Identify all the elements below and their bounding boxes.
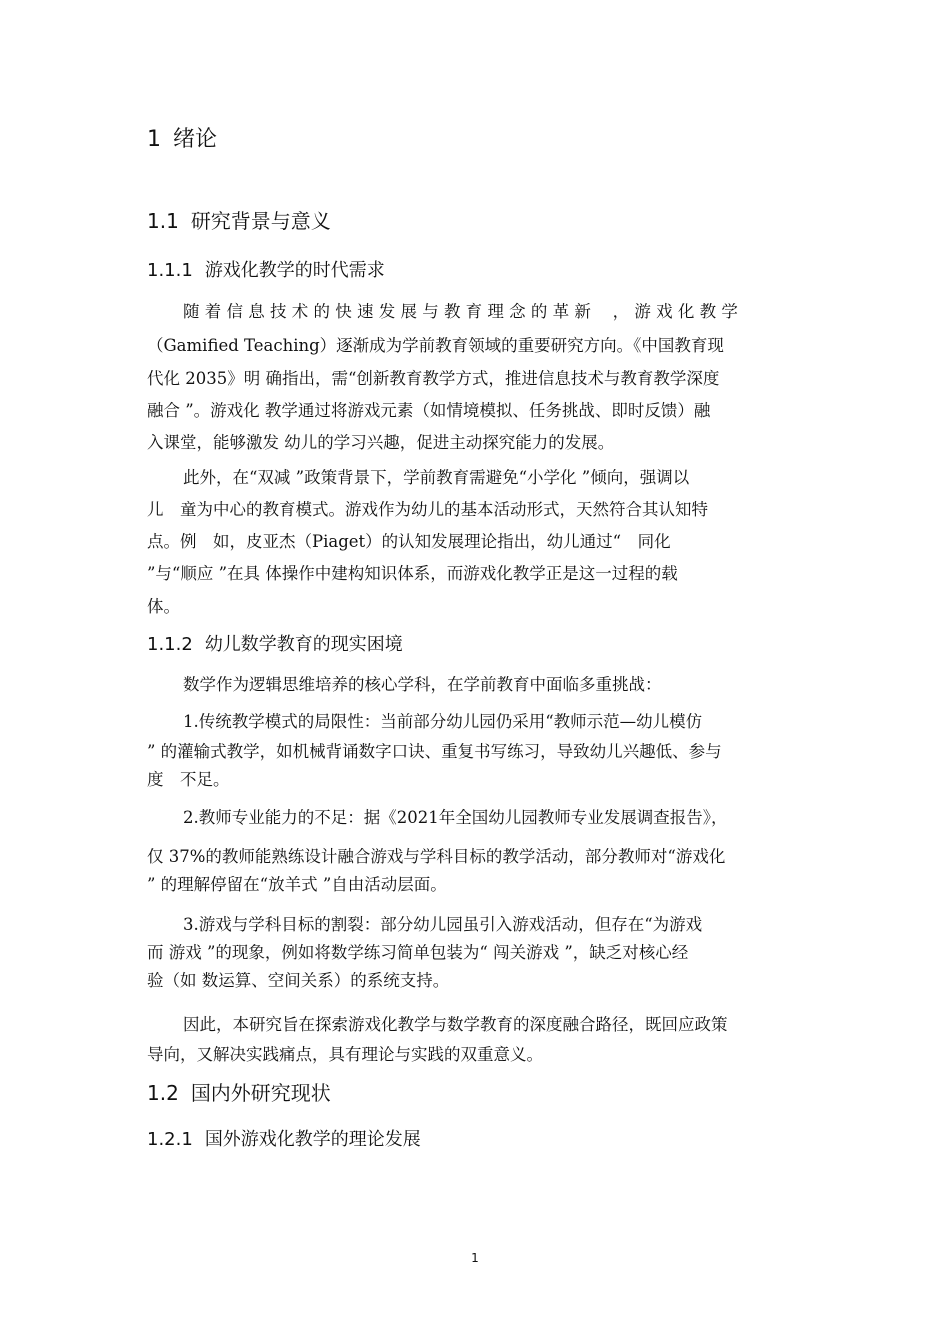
list-item-line: 1.传统教学模式的局限性：当前部分幼儿园仍采用“教师示范—幼儿模仿 [183,712,703,731]
list-item-line: 度 不足。 [147,770,230,789]
subsection-number: 1.2.1 [147,1129,193,1150]
list-item-line: 仅 37%的教师能熟练设计融合游戏与学科目标的教学活动，部分教师对“游戏化 [147,847,726,866]
list-item-line: ” 的灌输式教学，如机械背诵数字口诀、重复书写练习，导致幼儿兴趣低、参与 [147,742,722,761]
subsection-heading-1-2-1 [147,1126,421,1154]
paragraph-line: 儿 童为中心的教育模式。游戏作为幼儿的基本活动形式，天然符合其认知特 [147,500,708,519]
chapter-title: 绪论 [173,127,218,152]
chapter-number: 1 [147,127,161,152]
paragraph-line: 数学作为逻辑思维培养的核心学科，在学前教育中面临多重挑战： [183,675,662,694]
subsection-heading-1-1-2 [147,631,403,659]
paragraph-line: 融合 ”。游戏化 教学通过将游戏元素（如情境模拟、任务挑战、即时反馈）融 [147,401,711,420]
paragraph-line: 导向，又解决实践痛点，具有理论与实践的双重意义。 [147,1045,543,1064]
section-heading-1-2 [147,1078,331,1108]
paragraph-line: ”与“顺应 ”在具 体操作中建构知识体系，而游戏化教学正是这一过程的载 [147,564,678,583]
section-title: 国内外研究现状 [190,1081,331,1105]
chapter-heading [147,124,217,156]
paragraph-line: 因此，本研究旨在探索游戏化教学与数学教育的深度融合路径，既回应政策 [183,1015,728,1034]
list-item-line: 验（如 数运算、空间关系）的系统支持。 [147,971,450,990]
paragraph-line: 随 着 信 息 技 术 的 快 速 发 展 与 教 育 理 念 的 革 新 ， 游 戏 化 教 学 [183,302,738,321]
list-item-line: 3.游戏与学科目标的割裂：部分幼儿园虽引入游戏活动，但存在“为游戏 [183,915,703,934]
paragraph-line: 代化 2035》明 确指出，需“创新教育教学方式，推进信息技术与教育教学深度 [147,369,720,388]
section-number: 1.2 [147,1081,179,1105]
paragraph-line: 入课堂，能够激发 幼儿的学习兴趣，促进主动探究能力的发展。 [147,433,615,452]
section-title: 研究背景与意义 [190,209,331,233]
section-heading-1-1 [147,206,331,236]
page-number: 1 [471,1251,479,1265]
paragraph-line: 此外，在“双减 ”政策背景下，学前教育需避免“小学化 ”倾向，强调以 [183,468,690,487]
paragraph-line: （Gamified Teaching）逐渐成为学前教育领域的重要研究方向。《中国教育现 [147,336,724,355]
section-number: 1.1 [147,209,179,233]
list-item-line: ” 的理解停留在“放羊式 ”自由活动层面。 [147,875,447,894]
paragraph-line: 点。例 如，皮亚杰（Piaget）的认知发展理论指出，幼儿通过“ 同化 [147,532,671,551]
subsection-number: 1.1.1 [147,260,193,281]
subsection-title: 国外游戏化教学的理论发展 [204,1129,421,1150]
subsection-heading-1-1-1 [147,257,385,285]
list-item-line: 而 游戏 ”的现象，例如将数学练习简单包装为“ 闯关游戏 ”，缺乏对核心经 [147,943,689,962]
list-item-line: 2.教师专业能力的不足：据《2021年全国幼儿园教师专业发展调查报告》， [183,808,728,827]
paragraph-line: 体。 [147,597,180,616]
subsection-title: 幼儿数学教育的现实困境 [204,634,403,655]
subsection-title: 游戏化教学的时代需求 [204,260,385,281]
subsection-number: 1.1.2 [147,634,193,655]
